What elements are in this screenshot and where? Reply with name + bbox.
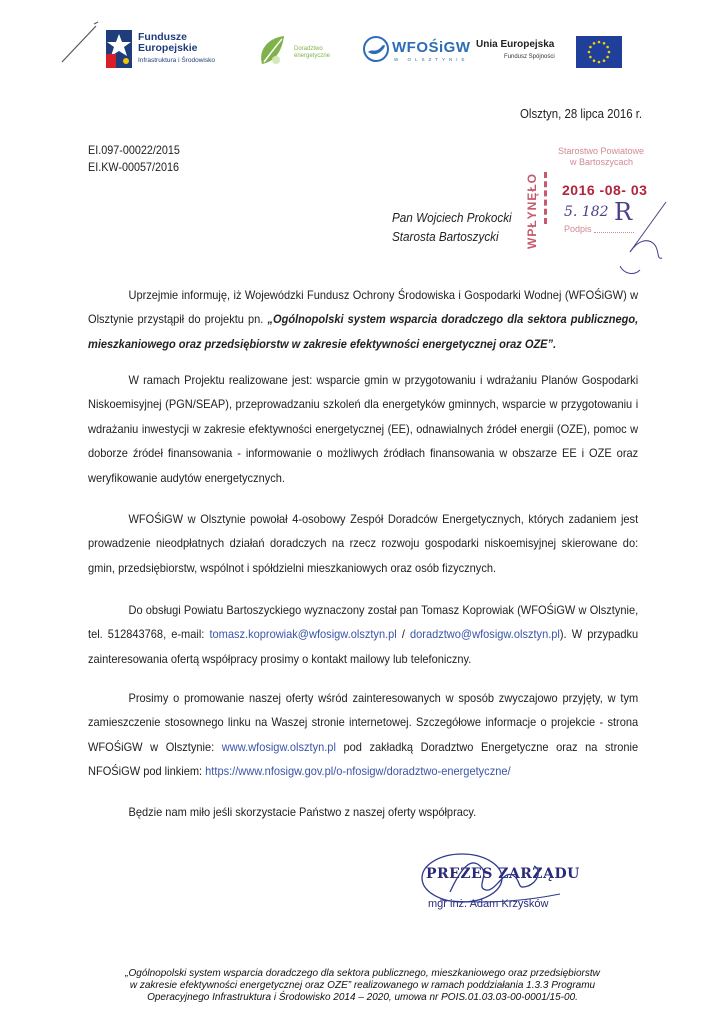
ue-name: Unia Europejska xyxy=(476,39,555,50)
paragraph-6 xyxy=(88,800,638,824)
paragraph-3 xyxy=(88,507,638,580)
paragraph-4-text: Do obsługi Powiatu Bartoszyckiego wyznaczony został pan Tomasz Koprowiak (WFOŚiGW w Olsztynie, tel. 512843768, e-mail: xyxy=(88,603,639,642)
footer-line-2: w zakresie efektywności energetycznej oraz OZE” realizowanego w ramach poddziałania 1.3.3 Programu xyxy=(129,980,596,991)
stamp-office-line2: w Bartoszycach xyxy=(570,157,634,167)
footer-line-1: „Ogólnopolski system wsparcia doradczego dla sektora publicznego, mieszkaniowego oraz przedsiębiorstw xyxy=(125,968,600,979)
paragraph-6-text: Będzie nam miło jeśli skorzystacie Państwo z naszej oferty współpracy. xyxy=(128,805,477,819)
fundusze-europejskie-flag-icon xyxy=(106,30,132,68)
stamp-received-date: 2016 -08- 03 xyxy=(562,182,648,198)
fundusze-europejskie-logo xyxy=(106,30,236,70)
paragraph-2-text: W ramach Projektu realizowane jest: wsparcie gmin w przygotowaniu i wdrażaniu Planów Gospodarki Niskoemisyjnej (PGN/SEAP), przeprowadzaniu szkoleń dla energetyków gminnych, wsparcie w przygotowaniu i wdrażaniu inwestycji w zakresie efektywności energetycznej (EE), odnawialnych źródeł energii (OZE), pomoc w doborze źródeł finansowania - informowanie o możliwych źródłach finansowania w obszarze EE i OZE oraz weryfikowanie audytów energetycznych. xyxy=(88,373,639,485)
email-link-koprowiak[interactable]: tomasz.koprowiak@wfosigw.olsztyn.pl xyxy=(209,627,397,642)
wfosigw-swan-icon xyxy=(362,36,390,62)
addressee-name: Pan Wojciech Prokocki xyxy=(392,210,512,225)
paragraph-1-text: Uprzejmie informuję, iż Wojewódzki Fundusz Ochrony Środowiska i Gospodarki Wodnej (WFOŚiGW) w Olsztynie przystąpił do projektu pn. xyxy=(88,288,639,327)
received-stamp xyxy=(520,140,670,280)
doradztwo-line2: energetyczne xyxy=(294,53,331,59)
website-link-nfosigw[interactable]: https://www.nfosigw.gov.pl/o-nfosigw/doradztwo-energetyczne/ xyxy=(205,764,511,779)
handwritten-signature-icon xyxy=(410,846,590,910)
pen-mark-icon xyxy=(60,20,100,64)
signature-title: PREZES ZARZĄDU xyxy=(426,866,580,882)
fe-sub: Infrastruktura i Środowisko xyxy=(138,57,215,64)
footer-line-3: Operacyjnego Infrastruktura i Środowisko 2014 – 2020, umowa nr POIS.01.03.03-00-0001/15-00. xyxy=(147,992,578,1003)
unia-europejska-logo xyxy=(476,36,626,70)
reference-number-1: EI.097-00022/2015 xyxy=(88,143,180,157)
stamp-wplynelo: WPŁYNĘŁO xyxy=(525,173,539,249)
paragraph-2 xyxy=(88,368,638,490)
project-name: „Ogólnopolski system wsparcia doradczego dla sektora publicznego, mieszkaniowego oraz przedsiębiorstw w zakresie efektywności energetycznej oraz OZE”. xyxy=(88,312,639,351)
funding-footer xyxy=(60,968,665,1004)
paragraph-3-text: WFOŚiGW w Olsztynie powołał 4-osobowy Zespół Doradców Energetycznych, których zadaniem jest prowadzenie nieodpłatnych działań doradczych na rzecz rozwoju gospodarki niskoemisyjnej skierowane do: gmin, przedsiębiorstw, wspólnot i spółdzielni mieszkaniowych oraz osób fizycznych. xyxy=(88,512,639,575)
paragraph-4-text-end: ). W przypadku zainteresowania ofertą współpracy prosimy o kontakt mailowy lub telefoniczny. xyxy=(88,627,639,666)
email-separator: / xyxy=(396,627,410,642)
stamp-entry-number: 5. 182 xyxy=(564,204,609,220)
doradztwo-line1: Doradztwo xyxy=(294,46,323,52)
wfosigw-logo xyxy=(362,34,471,68)
paragraph-5-text: Prosimy o promowanie naszej oferty wśród zainteresowanych w sposób zwyczajowo przyjęty, w tym zamieszczenie stosownego linku na Waszej stronie internetowej. Szczegółowe informacje o projekcie - strona WFOŚiGW w Olsztynie: xyxy=(88,691,639,754)
paragraph-5 xyxy=(88,686,638,784)
stamp-paraph-icon xyxy=(600,200,670,280)
doradztwo-leaf-icon xyxy=(258,34,288,68)
signature-name: mgr inż. Adam Krzyśków xyxy=(428,898,549,910)
stamp-initial: R xyxy=(614,198,633,226)
stamp-podpis: Podpis xyxy=(564,224,592,234)
ue-sub: Fundusz Spójności xyxy=(504,54,555,60)
stamp-office-line1: Starostwo Powiatowe xyxy=(558,146,645,156)
paragraph-5-text-mid: pod zakładką Doradztwo Energetyczne oraz na stronie NFOŚiGW pod linkiem: xyxy=(88,739,639,779)
email-link-doradztwo[interactable]: doradztwo@wfosigw.olsztyn.pl xyxy=(409,627,560,642)
paragraph-4 xyxy=(88,598,638,671)
wfosigw-name: WFOŚiGW xyxy=(392,39,471,56)
fe-name-line2: Europejskie xyxy=(138,42,198,54)
stamp-bar xyxy=(544,172,551,224)
paragraph-1 xyxy=(88,283,638,356)
doradztwo-logo xyxy=(258,34,338,70)
letter-date: Olsztyn, 28 lipca 2016 r. xyxy=(520,106,643,121)
website-link-wfosigw[interactable]: www.wfosigw.olsztyn.pl xyxy=(221,739,336,754)
wfosigw-sub: W OLSZTYNIE xyxy=(394,57,469,62)
addressee-title: Starosta Bartoszycki xyxy=(392,229,499,244)
fe-name-line1: Fundusze xyxy=(138,31,187,43)
signature-block xyxy=(410,846,590,922)
eu-flag-icon xyxy=(576,36,622,68)
reference-number-2: EI.KW-00057/2016 xyxy=(88,160,180,174)
